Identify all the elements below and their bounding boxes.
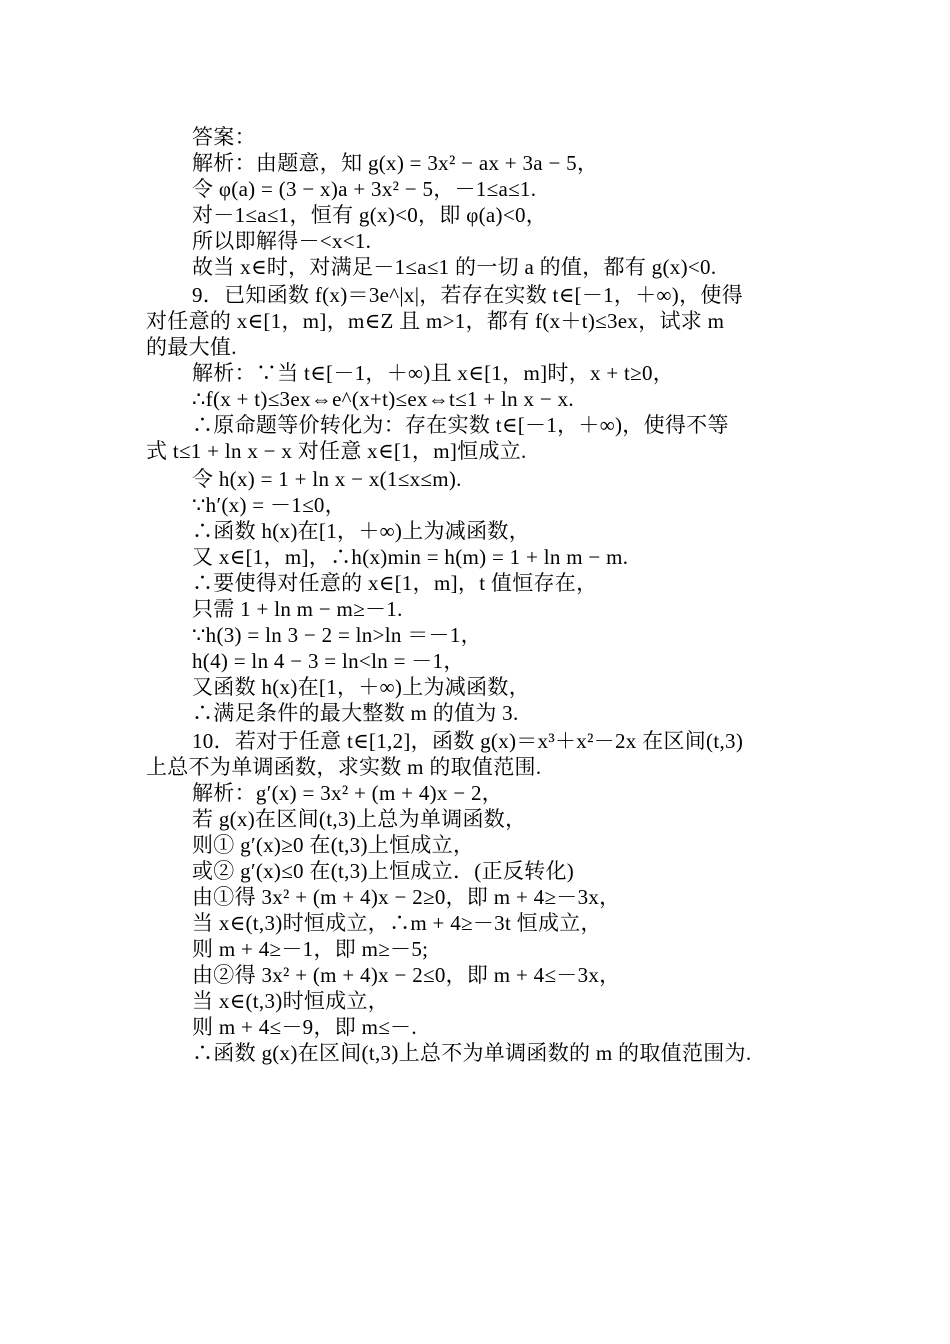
problem-10-line: 10．若对于任意 t∈[1,2]，函数 g(x)＝x³＋x²－2x 在区间(t,3) bbox=[192, 729, 744, 753]
text-line: 则 m + 4≤－9，即 m≤－. bbox=[192, 1015, 417, 1039]
text-line: ∵h′(x) = －1≤0， bbox=[192, 493, 347, 517]
text-line: ∴f(x + t)≤3ex⇔e^(x+t)≤ex⇔t≤1 + ln x − x. bbox=[192, 387, 574, 411]
answer-heading: 答案： bbox=[192, 125, 256, 149]
text-line: 解析：由题意，知 g(x) = 3x² − ax + 3a − 5， bbox=[192, 151, 599, 175]
text-line: ∴原命题等价转化为：存在实数 t∈[－1，＋∞)，使得不等 bbox=[192, 413, 729, 437]
text-line: 解析：∵当 t∈[－1，＋∞)且 x∈[1，m]时，x + t≥0， bbox=[192, 361, 675, 385]
text-line: ∴满足条件的最大整数 m 的值为 3. bbox=[192, 701, 519, 725]
text-line: 只需 1 + ln m − m≥－1. bbox=[192, 597, 403, 621]
text-line: 令 h(x) = 1 + ln x − x(1≤x≤m). bbox=[192, 467, 462, 491]
text-line: 或② g′(x)≤0 在(t,3)上恒成立．(正反转化) bbox=[192, 859, 575, 883]
problem-10-line: 上总不为单调函数，求实数 m 的取值范围. bbox=[146, 755, 542, 779]
text-line: 令 φ(a) = (3 − x)a + 3x² − 5，－1≤a≤1. bbox=[192, 177, 537, 201]
text-line: ∴要使得对任意的 x∈[1，m]，t 值恒存在， bbox=[192, 571, 598, 595]
text-line: 则 m + 4≥－1，即 m≥－5; bbox=[192, 937, 429, 961]
text-line: 解析：g′(x) = 3x² + (m + 4)x − 2， bbox=[192, 781, 504, 805]
problem-9-line: 的最大值. bbox=[146, 335, 237, 359]
text-line: 故当 x∈时，对满足－1≤a≤1 的一切 a 的值，都有 g(x)<0. bbox=[192, 255, 717, 279]
text-line: 由②得 3x² + (m + 4)x − 2≤0，即 m + 4≤－3x， bbox=[192, 963, 621, 987]
text-line: ∵h(3) = ln 3 − 2 = ln>ln ＝－1， bbox=[192, 623, 482, 647]
text-line: 由①得 3x² + (m + 4)x − 2≥0，即 m + 4≥－3x， bbox=[192, 885, 621, 909]
problem-9-line: 9．已知函数 f(x)＝3e^|x|，若存在实数 t∈[－1，＋∞)，使得 bbox=[192, 283, 743, 307]
text-line: 所以即解得－<x<1. bbox=[192, 229, 372, 253]
text-line: ∴函数 h(x)在[1，＋∞)上为减函数， bbox=[192, 519, 530, 543]
text-line: 又函数 h(x)在[1，＋∞)上为减函数， bbox=[192, 675, 530, 699]
problem-9-line: 对任意的 x∈[1，m]，m∈Z 且 m>1，都有 f(x＋t)≤3ex，试求 m bbox=[146, 309, 725, 333]
text-line: 对－1≤a≤1，恒有 g(x)<0，即 φ(a)<0， bbox=[192, 203, 548, 227]
text-line: 若 g(x)在区间(t,3)上总为单调函数， bbox=[192, 807, 527, 831]
text-line: 当 x∈(t,3)时恒成立，∴m + 4≥－3t 恒成立， bbox=[192, 911, 602, 935]
text-line: h(4) = ln 4 − 3 = ln<ln = －1， bbox=[192, 649, 465, 673]
text-line: 式 t≤1 + ln x − x 对任意 x∈[1，m]恒成立. bbox=[146, 439, 527, 463]
text-line: ∴函数 g(x)在区间(t,3)上总不为单调函数的 m 的取值范围为. bbox=[192, 1041, 752, 1065]
text-line: 则① g′(x)≥0 在(t,3)上恒成立， bbox=[192, 833, 475, 857]
text-line: 当 x∈(t,3)时恒成立， bbox=[192, 989, 390, 1013]
text-line: 又 x∈[1，m]，∴h(x)min = h(m) = 1 + ln m − m. bbox=[192, 545, 629, 569]
